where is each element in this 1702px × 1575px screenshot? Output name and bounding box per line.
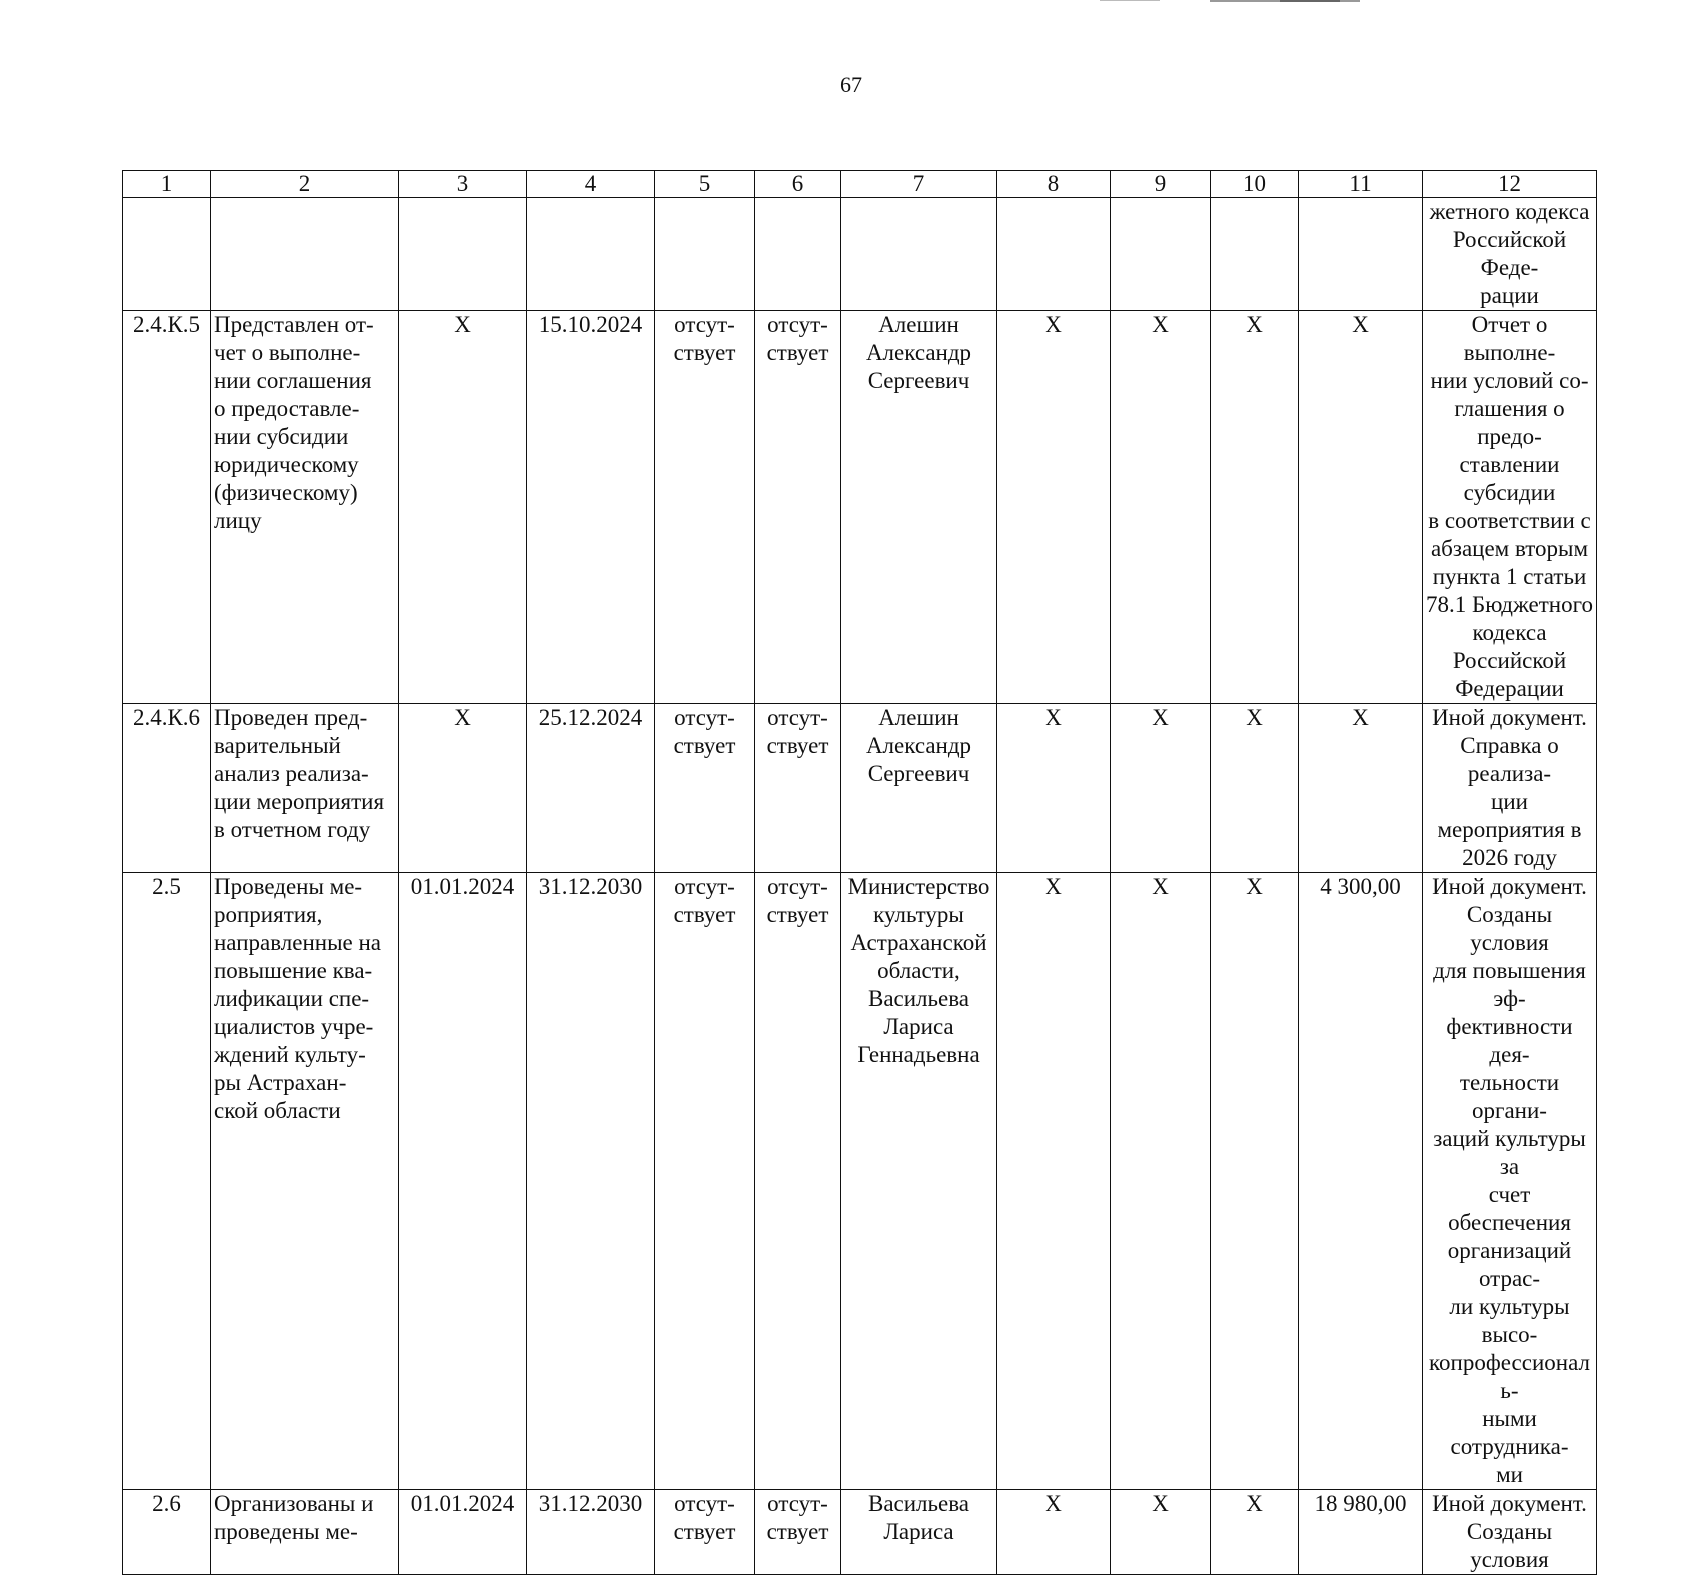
row-col6 bbox=[755, 198, 841, 311]
row-result: Отчет о выполне- нии условий со- глашения о предо- ставлении субсидии в соответствии с абзацем вторым пункта 1 статьи 78.1 Бюджетного кодекса Российской Федерации bbox=[1423, 311, 1597, 704]
row-col5: отсут- ствует bbox=[655, 704, 755, 873]
row-result: Иной документ. Справка о реализа- ции мероприятия в 2026 году bbox=[1423, 704, 1597, 873]
row-col5 bbox=[655, 198, 755, 311]
row-id: 2.4.К.5 bbox=[123, 311, 211, 704]
row-col9: X bbox=[1111, 311, 1211, 704]
row-col10: X bbox=[1211, 1490, 1299, 1575]
table-row bbox=[123, 311, 1597, 704]
row-responsible bbox=[841, 198, 997, 311]
row-col8 bbox=[997, 198, 1111, 311]
row-col10 bbox=[1211, 198, 1299, 311]
row-col10: X bbox=[1211, 311, 1299, 704]
row-end: 31.12.2030 bbox=[527, 873, 655, 1490]
table-row bbox=[123, 873, 1597, 1490]
row-responsible: Васильева Лариса bbox=[841, 1490, 997, 1575]
row-responsible: Алешин Александр Сергеевич bbox=[841, 311, 997, 704]
row-col11: 4 300,00 bbox=[1299, 873, 1423, 1490]
row-col5: отсут- ствует bbox=[655, 1490, 755, 1575]
row-col10: X bbox=[1211, 873, 1299, 1490]
row-col9: X bbox=[1111, 873, 1211, 1490]
column-header: 4 bbox=[527, 171, 655, 198]
row-col6: отсут- ствует bbox=[755, 311, 841, 704]
row-col11: X bbox=[1299, 704, 1423, 873]
row-start: X bbox=[399, 704, 527, 873]
row-responsible: Алешин Александр Сергеевич bbox=[841, 704, 997, 873]
row-col9 bbox=[1111, 198, 1211, 311]
row-col11: X bbox=[1299, 311, 1423, 704]
column-header: 11 bbox=[1299, 171, 1423, 198]
table-row bbox=[123, 1490, 1597, 1575]
scan-edge-marks bbox=[1100, 0, 1400, 2]
row-description bbox=[211, 198, 399, 311]
row-end: 15.10.2024 bbox=[527, 311, 655, 704]
table-row bbox=[123, 198, 1597, 311]
column-number-row bbox=[123, 171, 1597, 198]
column-header: 6 bbox=[755, 171, 841, 198]
row-col6: отсут- ствует bbox=[755, 704, 841, 873]
row-id: 2.4.К.6 bbox=[123, 704, 211, 873]
row-id: 2.6 bbox=[123, 1490, 211, 1575]
row-col9: X bbox=[1111, 704, 1211, 873]
activities-table bbox=[122, 170, 1597, 1575]
row-description: Проведен пред- варительный анализ реализа- ции мероприятия в отчетном году bbox=[211, 704, 399, 873]
column-header: 9 bbox=[1111, 171, 1211, 198]
row-start: 01.01.2024 bbox=[399, 873, 527, 1490]
row-col9: X bbox=[1111, 1490, 1211, 1575]
row-end bbox=[527, 198, 655, 311]
column-header: 7 bbox=[841, 171, 997, 198]
column-header: 1 bbox=[123, 171, 211, 198]
row-responsible: Министерство культуры Астраханской области, Васильева Лариса Геннадьевна bbox=[841, 873, 997, 1490]
row-result: Иной документ. Созданы условия для повышения эф- фективности дея- тельности органи- заций культуры за счет обеспечения организаций отрас- ли культуры высо- копрофессиональ- ными сотрудника- ми bbox=[1423, 873, 1597, 1490]
row-result: жетного кодекса Российской Феде- рации bbox=[1423, 198, 1597, 311]
row-col5: отсут- ствует bbox=[655, 311, 755, 704]
row-start: 01.01.2024 bbox=[399, 1490, 527, 1575]
column-header: 5 bbox=[655, 171, 755, 198]
row-result: Иной документ. Созданы условия bbox=[1423, 1490, 1597, 1575]
row-col8: X bbox=[997, 873, 1111, 1490]
row-col11: 18 980,00 bbox=[1299, 1490, 1423, 1575]
row-col8: X bbox=[997, 704, 1111, 873]
row-col8: X bbox=[997, 1490, 1111, 1575]
row-col8: X bbox=[997, 311, 1111, 704]
column-header: 8 bbox=[997, 171, 1111, 198]
row-description: Представлен от- чет о выполне- нии соглашения о предоставле- нии субсидии юридическому (физическому) лицу bbox=[211, 311, 399, 704]
row-description: Организованы и проведены ме- bbox=[211, 1490, 399, 1575]
row-id bbox=[123, 198, 211, 311]
row-start: X bbox=[399, 311, 527, 704]
row-col10: X bbox=[1211, 704, 1299, 873]
row-col5: отсут- ствует bbox=[655, 873, 755, 1490]
row-col6: отсут- ствует bbox=[755, 1490, 841, 1575]
row-end: 31.12.2030 bbox=[527, 1490, 655, 1575]
row-col11 bbox=[1299, 198, 1423, 311]
row-start bbox=[399, 198, 527, 311]
row-end: 25.12.2024 bbox=[527, 704, 655, 873]
column-header: 12 bbox=[1423, 171, 1597, 198]
row-id: 2.5 bbox=[123, 873, 211, 1490]
row-description: Проведены ме- роприятия, направленные на повышение ква- лификации спе- циалистов учре- ждений культу- ры Астрахан- ской области bbox=[211, 873, 399, 1490]
column-header: 2 bbox=[211, 171, 399, 198]
column-header: 10 bbox=[1211, 171, 1299, 198]
page-number: 67 bbox=[840, 72, 862, 97]
column-header: 3 bbox=[399, 171, 527, 198]
table-row bbox=[123, 704, 1597, 873]
row-col6: отсут- ствует bbox=[755, 873, 841, 1490]
